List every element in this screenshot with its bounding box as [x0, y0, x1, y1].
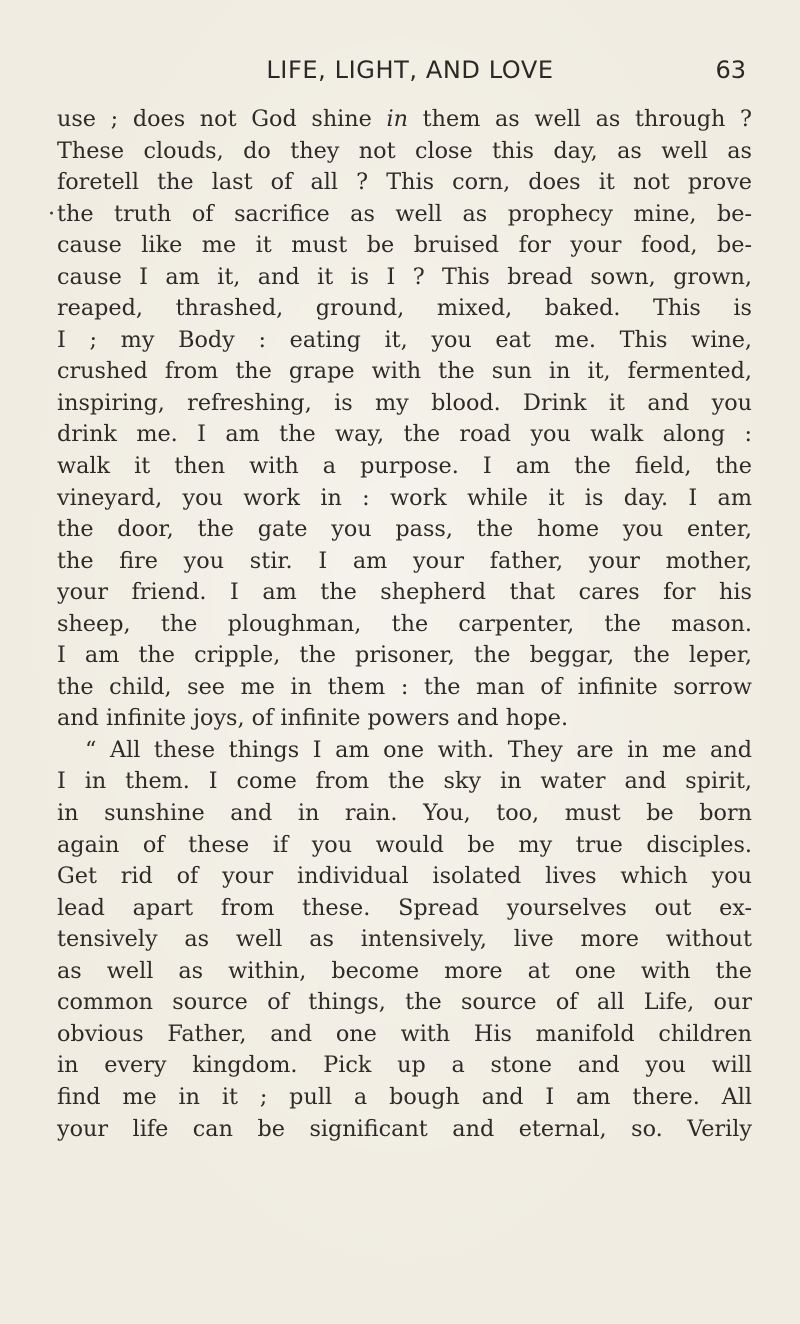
- text-line: cause I am it, and it is I ? This bread sown, grown,: [57, 263, 752, 290]
- running-title: LIFE, LIGHT, AND LOVE: [266, 56, 554, 84]
- text-line: foretell the last of all ? This corn, does it not prove: [57, 169, 752, 196]
- text-line: vineyard, you work in : work while it is day. I am: [57, 484, 752, 511]
- text-line: the door, the gate you pass, the home you enter,: [57, 516, 752, 543]
- text-line: drink me. I am the way, the road you walk along :: [57, 421, 752, 448]
- text-line: These clouds, do they not close this day, as well as: [57, 137, 752, 164]
- text-line: walk it then with a purpose. I am the field, the: [57, 453, 752, 480]
- text-line: again of these if you would be my true disciples.: [57, 831, 752, 858]
- text-line: Get rid of your individual isolated lives which you: [57, 863, 752, 890]
- text-line: use ; does not God shine in them as well as through ?: [57, 106, 752, 132]
- text-line: in sunshine and in rain. You, too, must be born: [57, 800, 752, 827]
- text-line: inspiring, refreshing, is my blood. Drink it and you: [57, 389, 752, 416]
- italic-word: in: [386, 106, 409, 132]
- text-line: “ All these things I am one with. They are in me and: [85, 736, 752, 763]
- text-line: in every kingdom. Pick up a stone and you will: [57, 1052, 752, 1079]
- text-line: and infinite joys, of infinite powers and hope.: [57, 705, 569, 732]
- text-line: the fire you stir. I am your father, your mother,: [57, 547, 752, 574]
- text-line: obvious Father, and one with His manifold children: [57, 1020, 752, 1047]
- page-number: 63: [715, 56, 746, 84]
- text-line: find me in it ; pull a bough and I am there. All: [57, 1083, 752, 1110]
- text-line: sheep, the ploughman, the carpenter, the mason.: [57, 610, 752, 637]
- text-line: as well as within, become more at one with the: [57, 957, 752, 984]
- text-line: cause like me it must be bruised for your food, be-: [57, 232, 752, 259]
- text-line: I in them. I come from the sky in water and spirit,: [57, 768, 752, 795]
- text-line: common source of things, the source of all Life, our: [57, 989, 752, 1016]
- text-line: I ; my Body : eating it, you eat me. This wine,: [57, 326, 752, 353]
- text-line: crushed from the grape with the sun in it, fermented,: [57, 358, 752, 385]
- text-line: the child, see me in them : the man of infinite sorrow: [57, 673, 752, 700]
- text-line: your friend. I am the shepherd that cares for his: [57, 579, 752, 606]
- text-line: I am the cripple, the prisoner, the beggar, the leper,: [57, 642, 752, 669]
- text-line: lead apart from these. Spread yourselves out ex-: [57, 894, 752, 921]
- text-line: · the truth of sacrifice as well as prophecy mine, be-: [57, 199, 752, 231]
- text-line: tensively as well as intensively, live more without: [57, 926, 752, 953]
- text-line: reaped, thrashed, ground, mixed, baked. This is: [57, 295, 752, 322]
- body-text: [57, 104, 752, 1145]
- text-line: your life can be significant and eternal, so. Verily: [57, 1115, 752, 1142]
